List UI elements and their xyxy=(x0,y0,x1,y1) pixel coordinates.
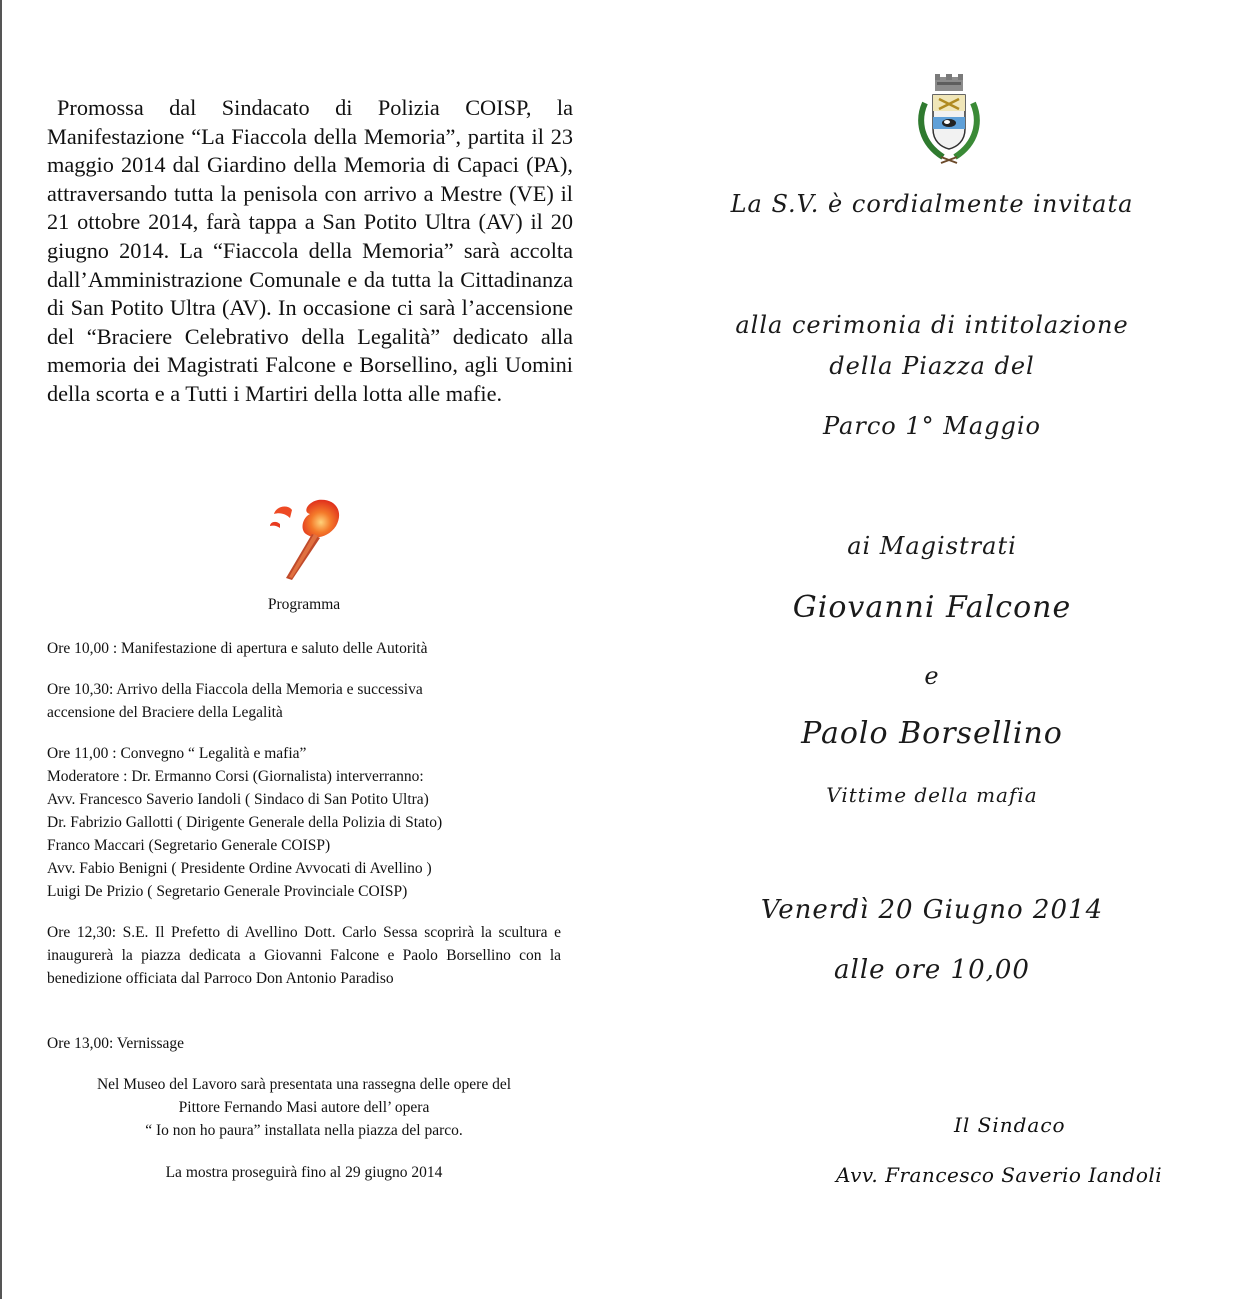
page-edge-line xyxy=(0,0,2,1299)
ceremony-line-1: alla cerimonia di intitolazione xyxy=(735,311,1129,339)
programma-item-2: Ore 10,30: Arrivo della Fiaccola della Memoria e successiva accensione del Braciere della Legalità xyxy=(47,681,423,721)
programma-item-3: Ore 11,00 : Convegno “ Legalità e mafia” Moderatore : Dr. Ermanno Corsi (Giornalista) interverranno: Avv. Francesco Saverio Iandoli ( Sindaco di San Potito Ultra) Dr. Fabrizio Gallotti ( Dirigente Generale della Polizia di Stato) Franco Maccari (Segretario Generale COISP) Avv. Fabio Benigni ( Presidente Ordine Avvocati di Avellino ) Luigi De Prizio ( Segretario Generale Provinciale COISP) xyxy=(47,745,443,900)
intro-paragraph: Promossa dal Sindacato di Polizia COISP, la Manifestazione “La Fiaccola della Memoria”, partita il 23 maggio 2014 dal Giardino della Memoria di Capaci (PA), attraversando tutta la penisola con arrivo a Mestre (VE) il 21 ottobre 2014, farà tappa a San Potito Ultra (AV) il 20 giugno 2014. La “Fiaccola della Memoria” sarà accolta dall’Amministrazione Comunale e da tutta la Cittadinanza di San Potito Ultra (AV). In occasione ci sarà l’accensione del “Braciere Celebrativo della Legalità” dedicato alla memoria dei Magistrati Falcone e Borsellino, agli Uomini della scorta e a Tutti i Martiri della lotta alle mafie. xyxy=(47,95,573,406)
name-falcone: Giovanni Falcone xyxy=(792,590,1072,625)
mayor-name: Avv. Francesco Saverio Iandoli xyxy=(836,1163,1163,1187)
name-borsellino: Paolo Borsellino xyxy=(801,716,1063,751)
mayor-title: Il Sindaco xyxy=(954,1113,1066,1137)
invitation-line: La S.V. è cordialmente invitata xyxy=(730,190,1134,218)
conjunction: e xyxy=(924,662,940,690)
programma-item-6: Nel Museo del Lavoro sarà presentata una rassegna delle opere del Pittore Fernando Masi autore dell’ opera “ Io non ho paura” installata nella piazza del parco. xyxy=(96,1076,512,1139)
victims-line: Vittime della mafia xyxy=(826,783,1038,807)
park-name: Parco 1° Maggio xyxy=(822,412,1041,440)
programma-title: Programma xyxy=(267,596,341,613)
event-time: alle ore 10,00 xyxy=(834,955,1030,985)
municipal-crest-icon xyxy=(913,73,985,165)
programma-item-1: Ore 10,00 : Manifestazione di apertura e saluto delle Autorità xyxy=(47,640,428,657)
ceremony-line-2: della Piazza del xyxy=(829,352,1035,380)
dedication-line: ai Magistrati xyxy=(847,532,1017,560)
programma-item-5: Ore 13,00: Vernissage xyxy=(47,1035,185,1052)
programma-item-4: Ore 12,30: S.E. Il Prefetto di Avellino Dott. Carlo Sessa scoprirà la scultura e inaugurerà la piazza dedicata a Giovanni Falcone e Paolo Borsellino con la benedizione officiata dal Parroco Don Antonio Paradiso xyxy=(47,924,561,987)
torch-icon xyxy=(262,494,348,582)
event-date: Venerdì 20 Giugno 2014 xyxy=(760,895,1104,925)
programma-item-7: La mostra proseguirà fino al 29 giugno 2014 xyxy=(165,1164,443,1181)
